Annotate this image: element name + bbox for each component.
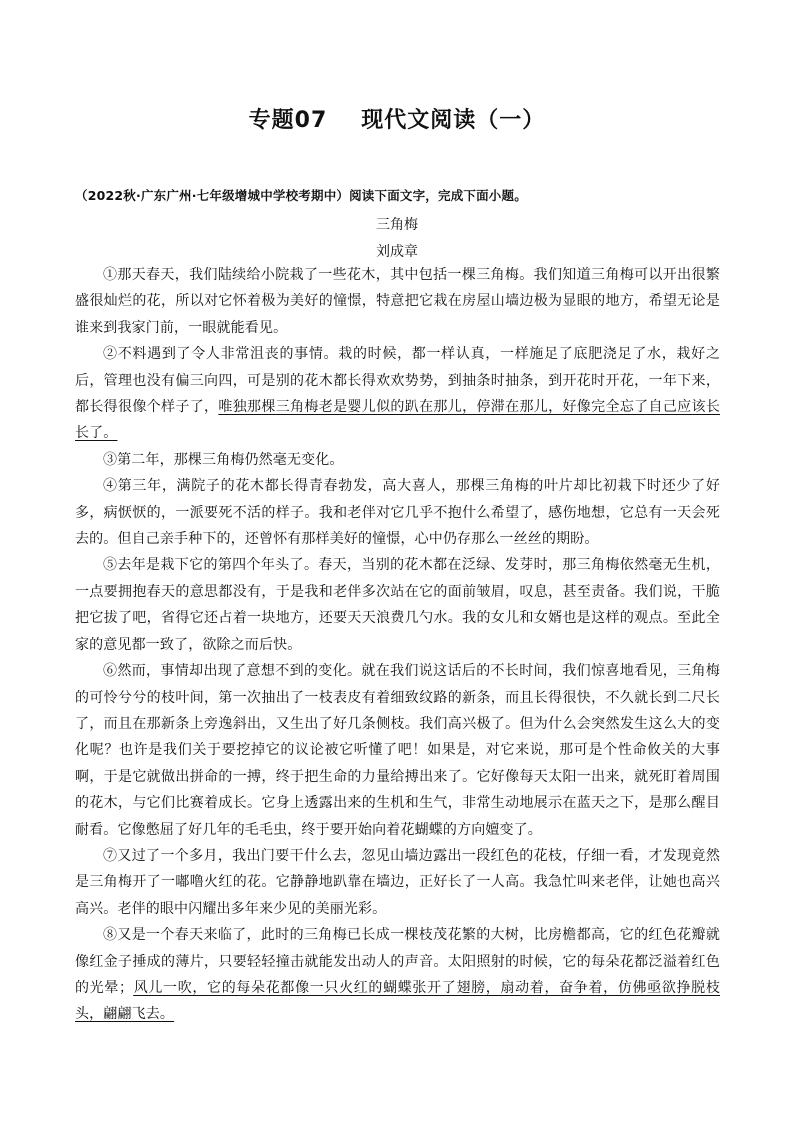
paragraph-8-text: ⑧又是一个春天来临了，此时的三角梅已长成一棵枝茂花繁的大树，比房檐都高，它的红色花瓣就像红金子捶成的薄片，只要轻轻撞击就能发出动人的声音。太阳照射的时候，它的每朵花都泛溢着红色的光晕； xyxy=(75,927,720,996)
title-topic-number: 专题07 xyxy=(248,108,328,133)
paragraph-8-underlined-sentence: 风儿一吹，它的每朵花都像一只火红的蝴蝶张开了翅膀，扇动着，奋争着，仿佛亟欲挣脱枝头，翩翩飞去。 xyxy=(75,979,720,1023)
paragraph-2 xyxy=(75,341,720,447)
source-instruction: （2022秋·广东广州·七年级增城中学校考期中）阅读下面文字，完成下面小题。 xyxy=(75,188,527,203)
title-topic-name: 现代文阅读（一） xyxy=(361,108,546,133)
paragraph-7 xyxy=(75,843,720,922)
paragraph-1-text: ①那天春天，我们陆续给小院栽了一些花木，其中包括一棵三角梅。我们知道三角梅可以开出很繁盛很灿烂的花，所以对它怀着极为美好的憧憬，特意把它栽在房屋山墙边极为显眼的地方，希望无论是谁来到我家门前，一眼就能看见。 xyxy=(75,267,720,336)
paragraph-1 xyxy=(75,262,720,341)
paragraph-8 xyxy=(75,922,720,1028)
paragraph-5-text: ⑤去年是栽下它的第四个年头了。春天，当别的花木都在泛绿、发芽时，那三角梅依然毫无生机，一点要拥抱春天的意思都没有，于是我和老伴多次站在它的面前皱眉，叹息，甚至责备。我们说，干脆把它拔了吧，省得它还占着一块地方，还要天天浪费几勺水。我的女儿和女婿也是这样的观点。至此全家的意见都一致了，欲除之而后快。 xyxy=(75,557,720,653)
paragraph-6 xyxy=(75,658,720,843)
paragraph-7-text: ⑦又过了一个多月，我出门要干什么去，忽见山墙边露出一段红色的花枝，仔细一看，才发现竟然是三角梅开了一嘟噜火红的花。它静静地趴靠在墙边，正好长了一人高。我急忙叫来老伴，让她也高兴高兴。老伴的眼中闪耀出多年来少见的美丽光彩。 xyxy=(75,847,720,917)
article-body xyxy=(75,262,720,1028)
paragraph-6-text: ⑥然而，事情却出现了意想不到的变化。就在我们说这话后的不长时间，我们惊喜地看见，三角梅的可怜兮兮的枝叶间，第一次抽出了一枝表皮有着细致纹路的新条，而且长得很快，不久就长到二尺长了，而且在那新条上旁逸斜出，又生出了好几条侧枝。我们高兴极了。但为什么会突然发生这么大的变化呢？也许是我们关于要挖掉它的议论被它听懂了吧！如果是，对它来说，那可是个性命攸关的大事啊，于是它就做出拼命的一搏，终于把生命的力量给搏出来了。它好像每天太阳一出来，就死盯着周围的花木，与它们比赛着成长。它身上透露出来的生机和生气，非常生动地展示在蓝天之下，是那么醒目耐看。它像憋屈了好几年的毛毛虫，终于要开始向着花蝴蝶的方向嬗变了。 xyxy=(75,663,720,838)
paragraph-3 xyxy=(75,447,720,473)
paragraph-4 xyxy=(75,473,720,552)
article-title: 三角梅 xyxy=(376,217,418,233)
paragraph-3-text: ③第二年，那棵三角梅仍然毫无变化。 xyxy=(103,451,344,468)
paragraph-5 xyxy=(75,552,720,658)
article-author: 刘成章 xyxy=(376,244,418,260)
paragraph-4-text: ④第三年，满院子的花木都长得青春勃发，高大喜人，那棵三角梅的叶片却比初栽下时还少了好多，病恹恹的，一派要死不活的样子。我和老伴对它几乎不抱什么希望了，感伤地想，它总有一天会死去的。但自己亲手种下的，还曾怀有那样美好的憧憬，心中仍存那么一丝丝的期盼。 xyxy=(75,478,720,548)
paragraph-2-underlined-sentence: 唯独那棵三角梅老是婴儿似的趴在那儿，停滞在那儿，好像完全忘了自己应该长长了。 xyxy=(75,399,720,442)
page-title xyxy=(0,103,794,134)
paragraph-2-text: ②不料遇到了令人非常沮丧的事情。栽的时候，都一样认真，一样施足了底肥浇足了水，栽好之后，管理也没有偏三向四，可是别的花木都长得欢欢势势，到抽条时抽条，到开花时开花，一年下来，都长得很像个样子了， xyxy=(75,346,720,416)
